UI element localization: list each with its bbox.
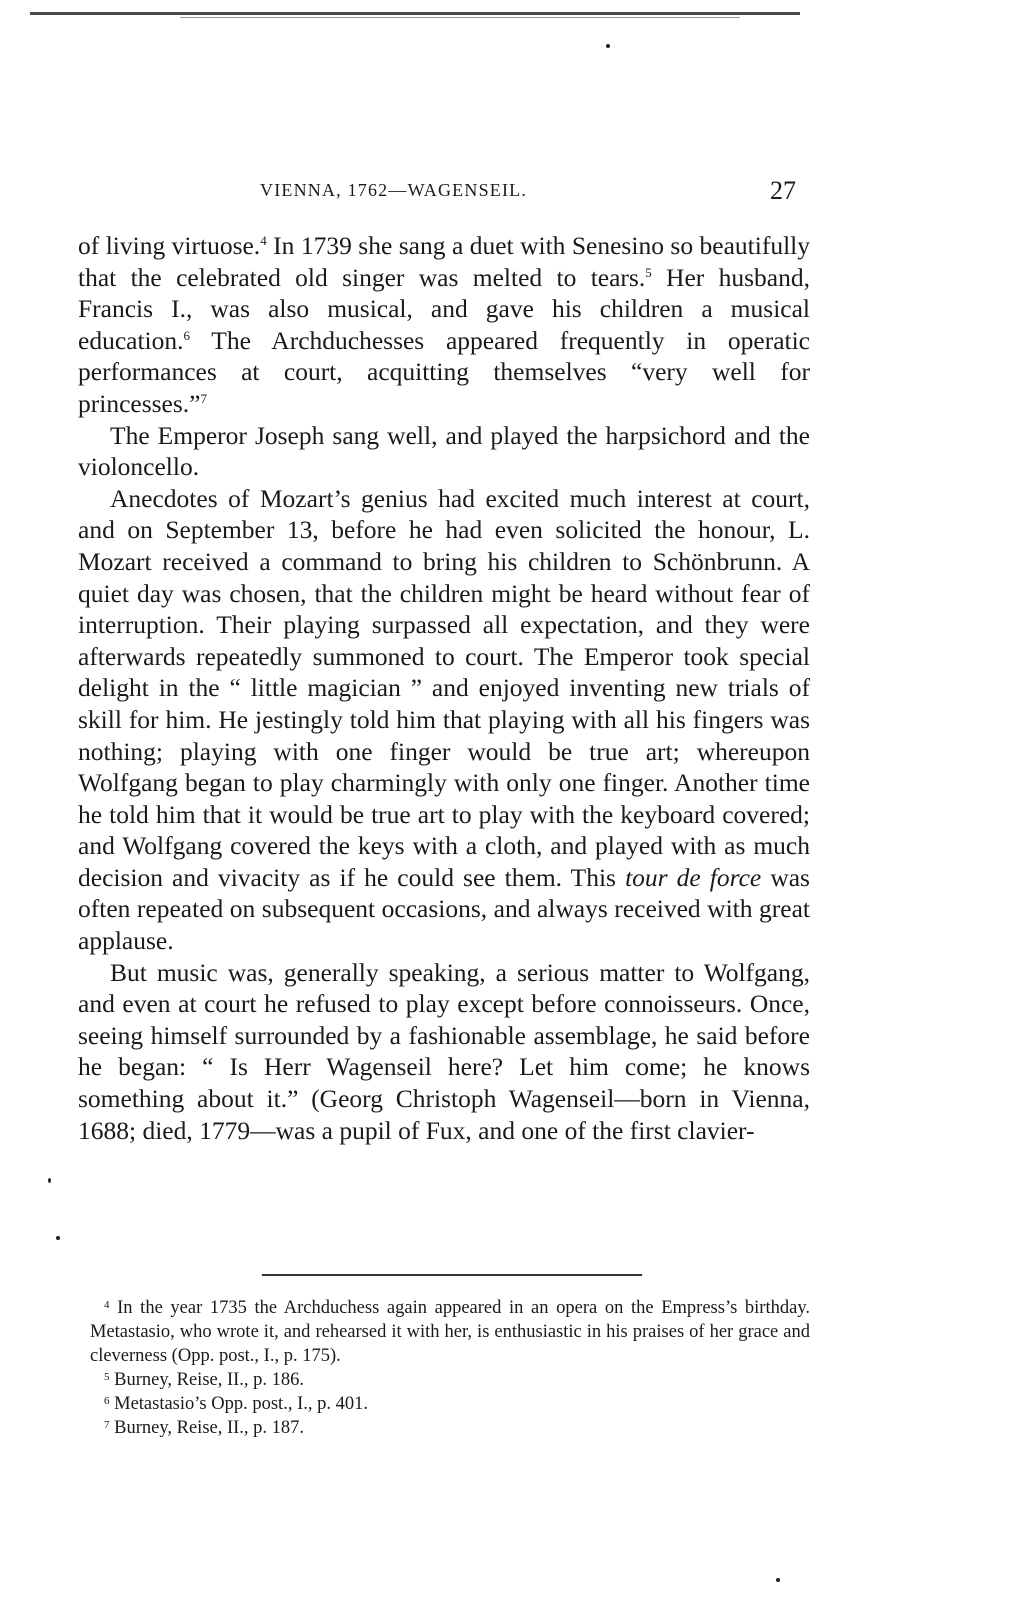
footnote-ref: 6	[183, 327, 190, 343]
paragraph: of living virtuose.$^4$ In 1739 she sang a duet with Senesino so beautifully that the celebrated old singer was melted to tears.$^5$ Her husband, Francis I., was also musical, and gave his children a musical education.$^6$ The Archduchesses appeared frequently in operatic performances at court, acquitting themselves “very well for princesses.”$^7$	[78, 231, 810, 418]
footnote-divider	[262, 1274, 642, 1276]
scan-speck	[56, 1236, 60, 1240]
footnote: $^7$ Burney, Reise, II., p. 187.	[104, 1418, 305, 1438]
footnote: $^4$ In the year 1735 the Archduchess again appeared in an opera on the Empress’s birthday. Metastasio, who wrote it, and rehearsed it with her, is enthusiastic in his praises of her grace and cleverness (Opp. post., I., p. 175).	[90, 1298, 810, 1366]
footnote: $^6$ Metastasio’s Opp. post., I., p. 401.	[104, 1394, 368, 1414]
paragraph: The Emperor Joseph sang well, and played the harpsichord and the violoncello.	[78, 420, 810, 482]
paragraph: Anecdotes of Mozart’s genius had excited much interest at court, and on September 13, before he had even solicited the honour, L. Mozart received a command to bring his children to Schönbrunn. A quiet day was chosen, that the children might be heard without fear of interruption. Their playing surpassed all expectation, and they were afterwards repeatedly summoned to court. The Emperor took special delight in the “ little magician ” and enjoyed inventing new trials of skill for him. He jestingly told him that playing with all his fingers was nothing; playing with one finger would be true art; whereupon Wolfgang began to play charmingly with only one finger. Another time he told him that it would be true art to play with the keyboard covered; and Wolfgang covered the keys with a cloth, and played with as much decision and vivacity as if he could see them. This tour de force was often repeated on subsequent occasions, and always received with great applause.	[78, 483, 810, 956]
footnotes	[90, 1296, 810, 1440]
footnote-ref: 7	[200, 390, 207, 406]
footnote-mark: 6	[104, 1395, 110, 1407]
footnote-ref: 4	[260, 233, 267, 248]
body-text	[78, 230, 810, 1146]
scan-edge-rule-faint	[180, 17, 740, 18]
paragraph: But music was, generally speaking, a serious matter to Wolfgang, and even at court he refused to play except before connoisseurs. Once, seeing himself surrounded by a fashionable assemblage, he said before he began: “ Is Herr Wagenseil here? Let him come; he knows something about it.” (Georg Christoph Wagenseil—born in Vienna, 1688; died, 1779—was a pupil of Fux, and one of the first clavier-	[78, 957, 810, 1145]
footnote: $^5$ Burney, Reise, II., p. 186.	[104, 1370, 305, 1390]
footnote-mark: 4	[104, 1299, 110, 1311]
scan-edge-rule	[30, 12, 800, 15]
footnote-mark: 5	[104, 1371, 110, 1383]
scan-speck	[48, 1178, 51, 1183]
page-number: 27	[770, 176, 796, 205]
footnote-mark: 7	[104, 1419, 110, 1431]
running-head: VIENNA, 1762—WAGENSEIL.	[260, 180, 528, 200]
italic-phrase: tour de force	[625, 862, 762, 892]
scan-speck	[606, 44, 610, 48]
scan-speck	[776, 1578, 780, 1582]
footnote-ref: 5	[645, 264, 652, 280]
